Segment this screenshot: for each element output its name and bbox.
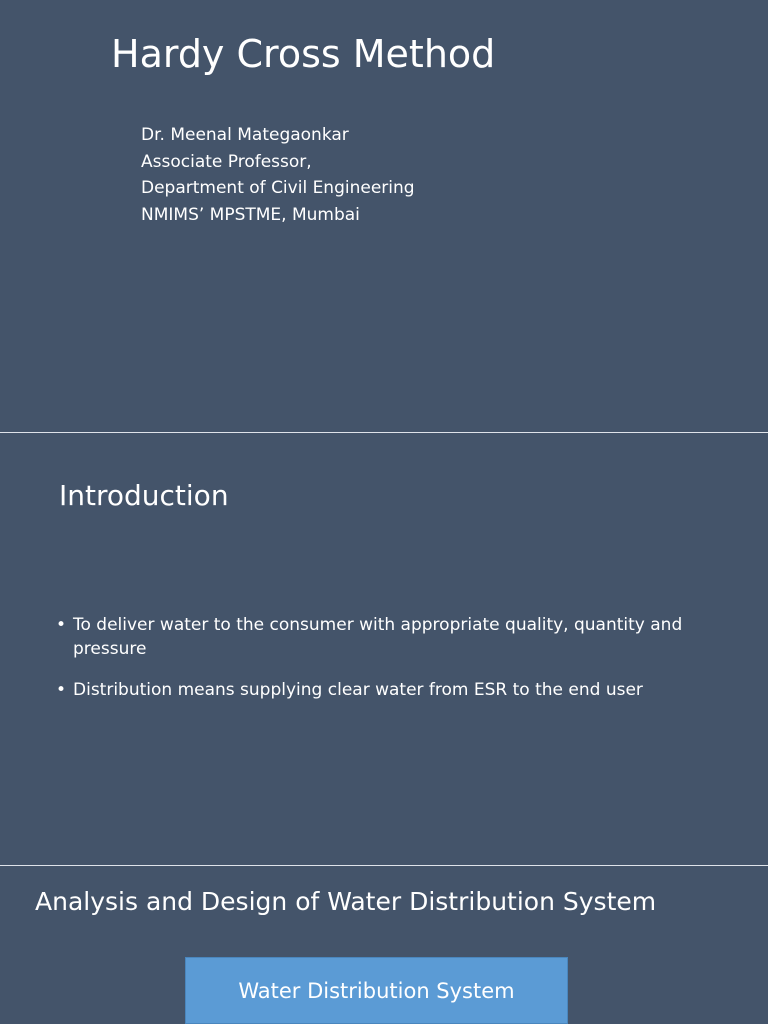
bullet-item	[56, 613, 716, 661]
author-block	[141, 122, 415, 228]
slide-title	[0, 0, 768, 432]
slide-title-heading: Hardy Cross Method	[111, 32, 496, 76]
bullet-text: Distribution means supplying clear water from ESR to the end user	[73, 680, 643, 700]
water-distribution-system-box: Water Distribution System	[185, 957, 568, 1024]
bullet-dot-icon: •	[56, 615, 67, 635]
author-department: Department of Civil Engineering	[141, 178, 415, 198]
slide-introduction	[0, 433, 768, 865]
author-position: Associate Professor,	[141, 151, 312, 172]
introduction-bullet-list	[56, 613, 716, 719]
bullet-item	[56, 678, 716, 702]
bullet-text: To deliver water to the consumer with appropriate quality, quantity and pressure	[73, 615, 683, 659]
analysis-design-heading: Analysis and Design of Water Distribution System	[35, 887, 657, 916]
author-name: Dr. Meenal Mategaonkar	[141, 125, 349, 145]
introduction-heading: Introduction	[59, 479, 229, 512]
slide-analysis-design	[0, 866, 768, 1024]
author-institution: NMIMS’ MPSTME, Mumbai	[141, 204, 360, 225]
bullet-dot-icon: •	[56, 680, 67, 700]
